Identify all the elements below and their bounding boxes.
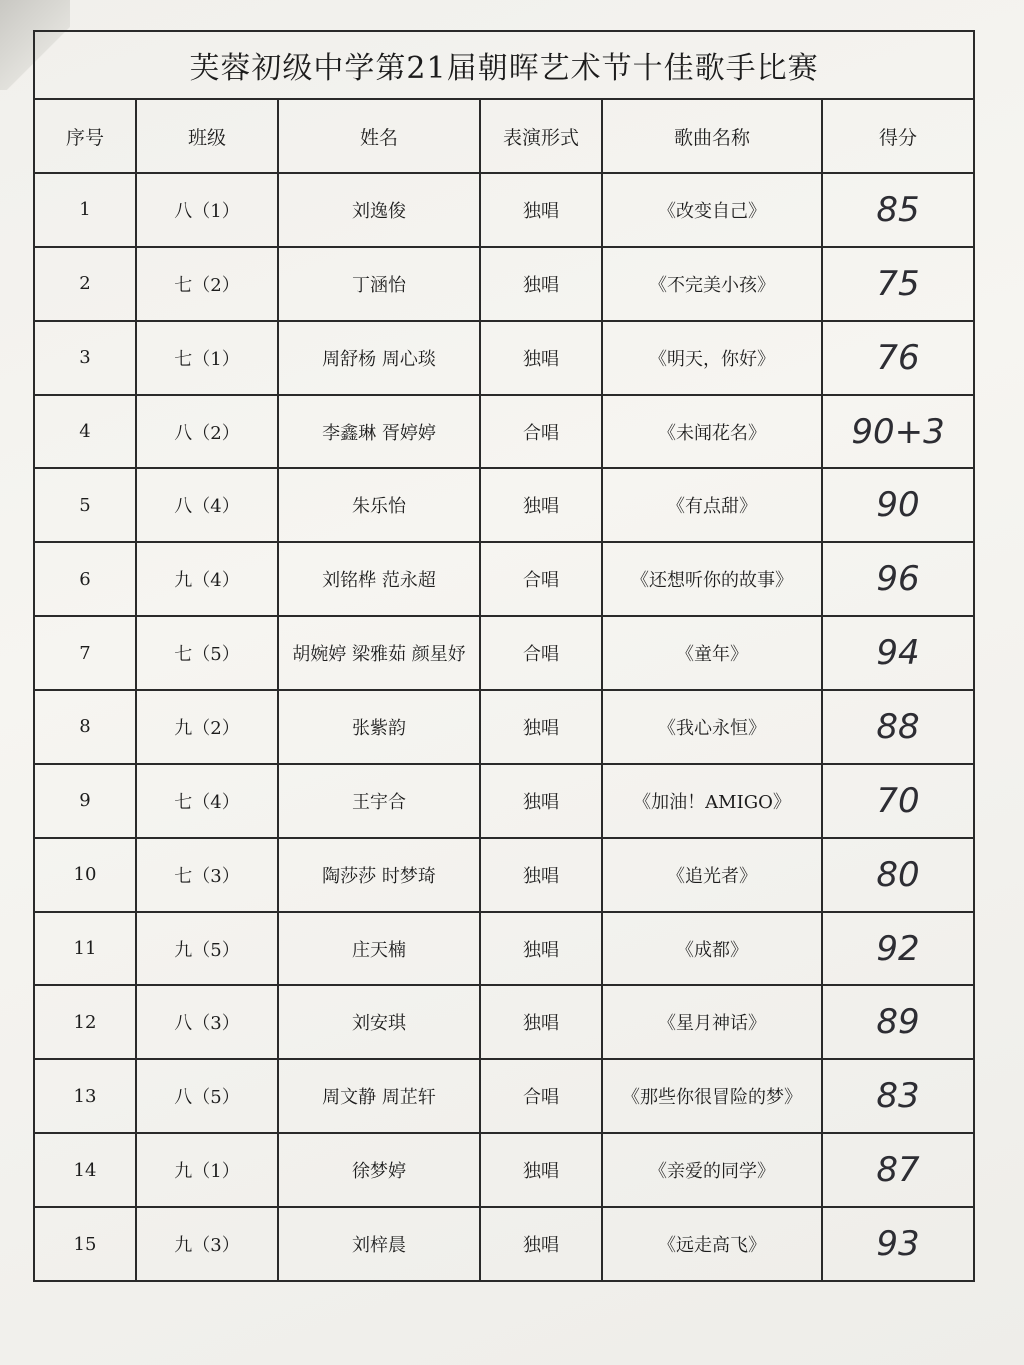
song-title-cell: 《追光者》 bbox=[602, 838, 822, 912]
name-cell: 周舒杨 周心琰 bbox=[278, 321, 480, 395]
performance-type-cell: 独唱 bbox=[480, 690, 602, 764]
class-cell: 八（3） bbox=[136, 985, 278, 1059]
class-cell: 八（5） bbox=[136, 1059, 278, 1133]
class-cell: 九（5） bbox=[136, 912, 278, 986]
row-number: 13 bbox=[34, 1059, 136, 1133]
name-cell: 李鑫琳 胥婷婷 bbox=[278, 395, 480, 469]
performance-type-cell: 独唱 bbox=[480, 764, 602, 838]
score-cell: 93 bbox=[822, 1207, 974, 1281]
score-cell: 92 bbox=[822, 912, 974, 986]
performance-type-cell: 独唱 bbox=[480, 321, 602, 395]
table-row bbox=[34, 912, 974, 986]
score-cell: 75 bbox=[822, 247, 974, 321]
song-title-cell: 《还想听你的故事》 bbox=[602, 542, 822, 616]
song-title-cell: 《远走高飞》 bbox=[602, 1207, 822, 1281]
name-cell: 胡婉婷 梁雅茹 颜星妤 bbox=[278, 616, 480, 690]
class-cell: 九（2） bbox=[136, 690, 278, 764]
performance-type-cell: 独唱 bbox=[480, 912, 602, 986]
header-number: 序号 bbox=[34, 99, 136, 173]
performance-type-cell: 独唱 bbox=[480, 247, 602, 321]
song-title-cell: 《那些你很冒险的梦》 bbox=[602, 1059, 822, 1133]
table-row bbox=[34, 1207, 974, 1281]
class-cell: 七（2） bbox=[136, 247, 278, 321]
row-number: 4 bbox=[34, 395, 136, 469]
song-title-cell: 《我心永恒》 bbox=[602, 690, 822, 764]
performance-type-cell: 独唱 bbox=[480, 838, 602, 912]
class-cell: 九（1） bbox=[136, 1133, 278, 1207]
row-number: 12 bbox=[34, 985, 136, 1059]
header-score: 得分 bbox=[822, 99, 974, 173]
class-cell: 七（3） bbox=[136, 838, 278, 912]
performance-type-cell: 合唱 bbox=[480, 542, 602, 616]
score-cell: 80 bbox=[822, 838, 974, 912]
name-cell: 朱乐怡 bbox=[278, 468, 480, 542]
table-row bbox=[34, 1133, 974, 1207]
class-cell: 八（1） bbox=[136, 173, 278, 247]
name-cell: 王宇合 bbox=[278, 764, 480, 838]
score-cell: 94 bbox=[822, 616, 974, 690]
table-row bbox=[34, 173, 974, 247]
performance-type-cell: 合唱 bbox=[480, 616, 602, 690]
header-performance-type: 表演形式 bbox=[480, 99, 602, 173]
row-number: 15 bbox=[34, 1207, 136, 1281]
row-number: 3 bbox=[34, 321, 136, 395]
row-number: 11 bbox=[34, 912, 136, 986]
row-number: 1 bbox=[34, 173, 136, 247]
name-cell: 刘安琪 bbox=[278, 985, 480, 1059]
row-number: 5 bbox=[34, 468, 136, 542]
class-cell: 七（4） bbox=[136, 764, 278, 838]
song-title-cell: 《亲爱的同学》 bbox=[602, 1133, 822, 1207]
name-cell: 刘铭桦 范永超 bbox=[278, 542, 480, 616]
performance-type-cell: 独唱 bbox=[480, 468, 602, 542]
row-number: 8 bbox=[34, 690, 136, 764]
table-row bbox=[34, 1059, 974, 1133]
score-cell: 85 bbox=[822, 173, 974, 247]
song-title-cell: 《改变自己》 bbox=[602, 173, 822, 247]
song-title-cell: 《成都》 bbox=[602, 912, 822, 986]
song-title-cell: 《童年》 bbox=[602, 616, 822, 690]
score-cell: 90+3 bbox=[822, 395, 974, 469]
table-row bbox=[34, 985, 974, 1059]
header-class: 班级 bbox=[136, 99, 278, 173]
header-song-title: 歌曲名称 bbox=[602, 99, 822, 173]
score-cell: 83 bbox=[822, 1059, 974, 1133]
document-title: 芙蓉初级中学第21届朝晖艺术节十佳歌手比赛 bbox=[34, 31, 974, 99]
score-cell: 96 bbox=[822, 542, 974, 616]
name-cell: 丁涵怡 bbox=[278, 247, 480, 321]
score-table bbox=[33, 30, 975, 1282]
performance-type-cell: 合唱 bbox=[480, 1059, 602, 1133]
name-cell: 徐梦婷 bbox=[278, 1133, 480, 1207]
song-title-cell: 《不完美小孩》 bbox=[602, 247, 822, 321]
table-row bbox=[34, 395, 974, 469]
table-row bbox=[34, 247, 974, 321]
row-number: 10 bbox=[34, 838, 136, 912]
performance-type-cell: 独唱 bbox=[480, 985, 602, 1059]
table-body bbox=[34, 173, 974, 1281]
name-cell: 陶莎莎 时梦琦 bbox=[278, 838, 480, 912]
song-title-cell: 《有点甜》 bbox=[602, 468, 822, 542]
name-cell: 刘逸俊 bbox=[278, 173, 480, 247]
table-row bbox=[34, 690, 974, 764]
song-title-cell: 《明天，你好》 bbox=[602, 321, 822, 395]
table-row bbox=[34, 838, 974, 912]
class-cell: 八（4） bbox=[136, 468, 278, 542]
score-cell: 88 bbox=[822, 690, 974, 764]
score-cell: 70 bbox=[822, 764, 974, 838]
class-cell: 九（4） bbox=[136, 542, 278, 616]
name-cell: 周文静 周芷轩 bbox=[278, 1059, 480, 1133]
table-row bbox=[34, 542, 974, 616]
song-title-cell: 《星月神话》 bbox=[602, 985, 822, 1059]
score-cell: 90 bbox=[822, 468, 974, 542]
table-row bbox=[34, 764, 974, 838]
class-cell: 九（3） bbox=[136, 1207, 278, 1281]
name-cell: 庄天楠 bbox=[278, 912, 480, 986]
table-row bbox=[34, 468, 974, 542]
song-title-cell: 《未闻花名》 bbox=[602, 395, 822, 469]
header-name: 姓名 bbox=[278, 99, 480, 173]
header-row bbox=[34, 99, 974, 173]
table-row bbox=[34, 321, 974, 395]
row-number: 6 bbox=[34, 542, 136, 616]
class-cell: 七（1） bbox=[136, 321, 278, 395]
performance-type-cell: 独唱 bbox=[480, 173, 602, 247]
row-number: 2 bbox=[34, 247, 136, 321]
performance-type-cell: 独唱 bbox=[480, 1133, 602, 1207]
row-number: 9 bbox=[34, 764, 136, 838]
row-number: 7 bbox=[34, 616, 136, 690]
class-cell: 七（5） bbox=[136, 616, 278, 690]
name-cell: 刘梓晨 bbox=[278, 1207, 480, 1281]
row-number: 14 bbox=[34, 1133, 136, 1207]
class-cell: 八（2） bbox=[136, 395, 278, 469]
score-cell: 76 bbox=[822, 321, 974, 395]
name-cell: 张紫韵 bbox=[278, 690, 480, 764]
score-cell: 87 bbox=[822, 1133, 974, 1207]
score-cell: 89 bbox=[822, 985, 974, 1059]
performance-type-cell: 合唱 bbox=[480, 395, 602, 469]
song-title-cell: 《加油！AMIGO》 bbox=[602, 764, 822, 838]
performance-type-cell: 独唱 bbox=[480, 1207, 602, 1281]
table-row bbox=[34, 616, 974, 690]
